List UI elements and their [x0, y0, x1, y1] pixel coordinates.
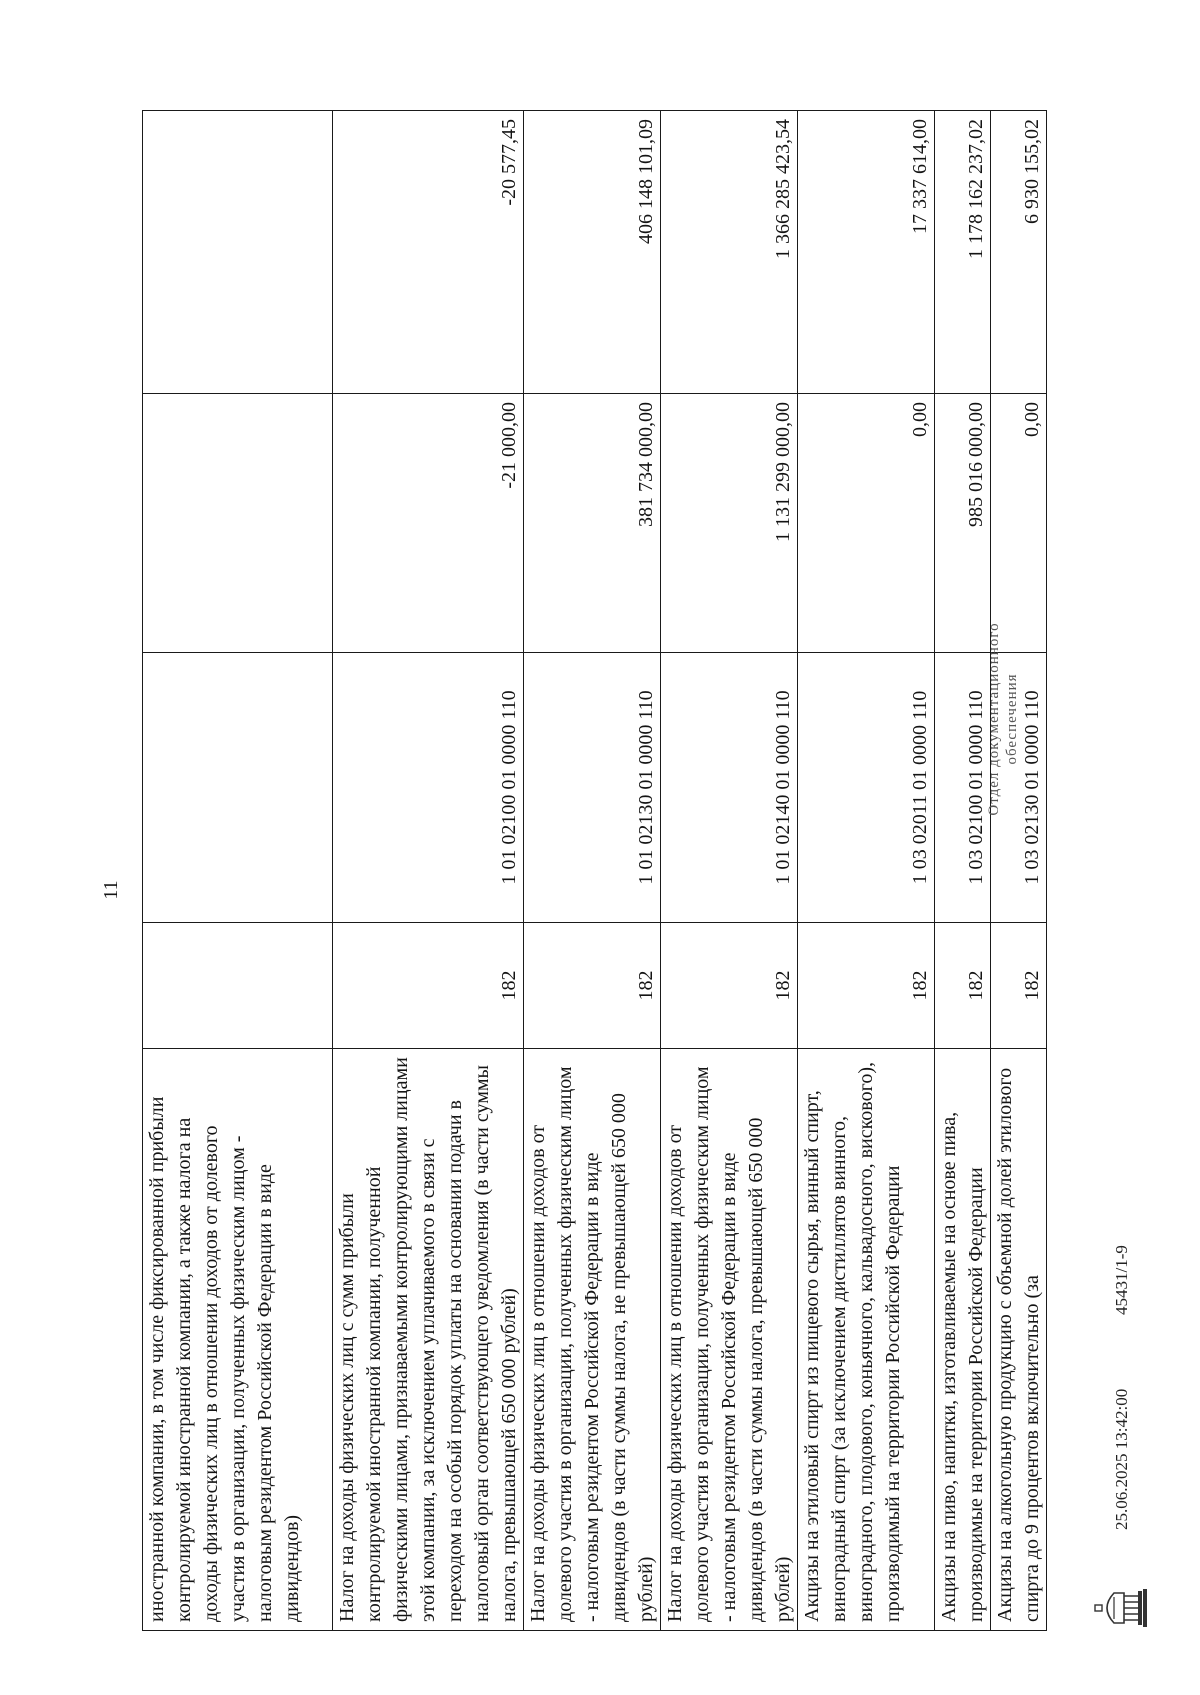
row-name: Акцизы на этиловый спирт из пищевого сырья, винный спирт, виноградный спирт (за исключением дистиллятов винного, виноградного, плодового, коньячного, кальвадосного, вискового), производимый на территории Российской Федерации	[798, 1049, 935, 1631]
row-budget-code: 1 03 02100 01 0000 110	[935, 653, 991, 923]
row-name: Акцизы на пиво, напитки, изготавливаемые на основе пива, производимые на территории Российской Федерации	[935, 1049, 991, 1631]
row-name: иностранной компании, в том числе фиксированной прибыли контролируемой иностранной компании, а также налога на доходы физических лиц в отношении доходов от долевого участия в организации, полученных физическим лицом - налоговым резидентом Российской Федерации в виде дивидендов)	[143, 1049, 333, 1631]
row-plan-amount: 985 016 000,00	[935, 394, 991, 653]
row-admin-code: 182	[661, 923, 798, 1049]
footer-doc-number: 45431/1-9	[1112, 1245, 1131, 1315]
row-budget-code: 1 01 02130 01 0000 110	[524, 653, 661, 923]
row-fact-amount	[143, 111, 333, 394]
row-admin-code: 182	[798, 923, 935, 1049]
row-budget-code: 1 01 02100 01 0000 110	[333, 653, 524, 923]
stamp-line-1: Отдел документационного	[986, 622, 1002, 816]
table-row	[333, 111, 524, 1631]
row-fact-amount: 17 337 614,00	[798, 111, 935, 394]
row-admin-code: 182	[524, 923, 661, 1049]
row-budget-code: 1 01 02140 01 0000 110	[661, 653, 798, 923]
row-name: Акцизы на алкогольную продукцию с объемной долей этилового спирта до 9 процентов включительно (за	[991, 1049, 1047, 1631]
row-fact-amount: 6 930 155,02	[991, 111, 1047, 394]
row-budget-code: 1 03 02130 01 0000 110	[991, 653, 1047, 923]
page-number: 11	[100, 880, 122, 900]
footer-datetime: 25.06.2025 13:42:00	[1112, 1388, 1131, 1530]
table-row	[524, 111, 661, 1631]
row-name: Налог на доходы физических лиц в отношении доходов от долевого участия в организации, полученных физическим лицом - налоговым резидентом Российской Федерации в виде дивидендов (в части суммы налога, не превышающей 650 000 рублей)	[524, 1049, 661, 1631]
row-name: Налог на доходы физических лиц с сумм прибыли контролируемой иностранной компании, полученной физическими лицами, признаваемыми контролирующими лицами этой компании, за исключением уплачиваемого в связи с переходом на особый порядок уплаты на основании подачи в налоговый орган соответствующего уведомления (в части суммы налога, превышающей 650 000 рублей)	[333, 1049, 524, 1631]
row-name: Налог на доходы физических лиц в отношении доходов от долевого участия в организации, полученных физическим лицом - налоговым резидентом Российской Федерации в виде дивидендов (в части суммы налога, превышающей 650 000 рублей)	[661, 1049, 798, 1631]
row-plan-amount: -21 000,00	[333, 394, 524, 653]
row-fact-amount: 1 366 285 423,54	[661, 111, 798, 394]
row-plan-amount: 381 734 000,00	[524, 394, 661, 653]
row-admin-code: 182	[935, 923, 991, 1049]
row-plan-amount	[143, 394, 333, 653]
coat-of-arms-icon	[1094, 1587, 1148, 1629]
table-row	[143, 111, 333, 1631]
row-budget-code: 1 03 02011 01 0000 110	[798, 653, 935, 923]
row-admin-code	[143, 923, 333, 1049]
stamp-line-2: обеспечения	[1004, 673, 1020, 765]
revenue-table	[142, 110, 1047, 1631]
table-row	[798, 111, 935, 1631]
row-fact-amount: 406 148 101,09	[524, 111, 661, 394]
table-row	[661, 111, 798, 1631]
row-budget-code	[143, 653, 333, 923]
department-stamp	[985, 539, 1021, 899]
row-admin-code: 182	[991, 923, 1047, 1049]
row-fact-amount: -20 577,45	[333, 111, 524, 394]
row-admin-code: 182	[333, 923, 524, 1049]
row-fact-amount: 1 178 162 237,02	[935, 111, 991, 394]
row-plan-amount: 0,00	[798, 394, 935, 653]
table-row	[935, 111, 991, 1631]
row-plan-amount: 1 131 299 000,00	[661, 394, 798, 653]
row-plan-amount: 0,00	[991, 394, 1047, 653]
